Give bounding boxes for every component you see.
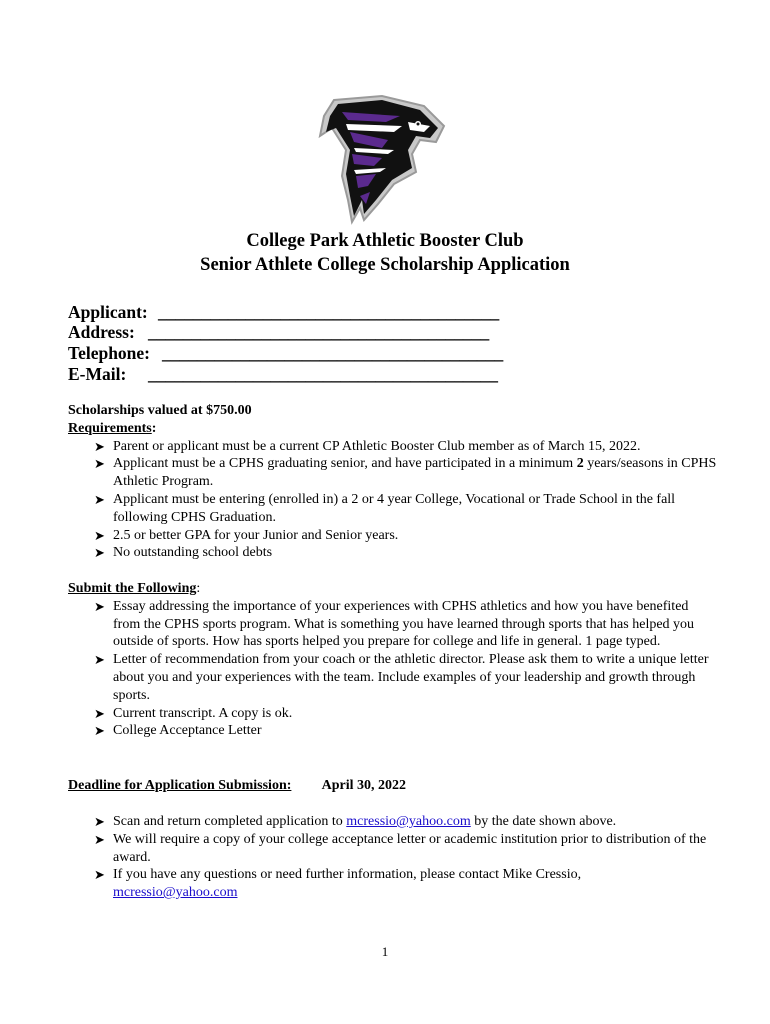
scholarship-value: Scholarships valued at $750.00 [68, 403, 252, 418]
applicant-blank-line[interactable]: _______________________________________ [158, 302, 500, 322]
list-item: ➤ No outstanding school debts [94, 545, 273, 561]
list-item: ➤ Applicant must be entering (enrolled in) a 2 or 4 year College, Vocational or Trade School in the fall following CPHS Graduation. [94, 491, 676, 525]
address-field[interactable] [68, 322, 490, 343]
applicant-field[interactable] [68, 302, 500, 323]
arrow-bullet-icon: ➤ [94, 723, 105, 739]
list-item: ➤ Scan and return completed application to mcressio@yahoo.com by the date shown above. [94, 814, 617, 829]
deadline-label: Deadline for Application Submission: [68, 778, 292, 793]
contact-email-link[interactable]: mcressio@yahoo.com [113, 885, 238, 901]
list-item: ➤ College Acceptance Letter [94, 723, 262, 739]
address-label: Address: [68, 322, 135, 342]
page-number: 1 [381, 944, 389, 959]
arrow-bullet-icon: ➤ [94, 456, 105, 472]
list-item: ➤ We will require a copy of your college acceptance letter or academic institution prior to distribution of the award. [94, 831, 707, 865]
requirements-list [68, 438, 718, 563]
list-item: ➤ If you have any questions or need further information, please contact Mike Cressio, mcressio@yahoo.com [94, 867, 582, 901]
list-item: ➤ Current transcript. A copy is ok. [94, 705, 293, 721]
requirements-section [68, 402, 718, 562]
applicant-label: Applicant: [68, 302, 148, 322]
closing-list [68, 813, 718, 902]
falcon-logo-icon [312, 92, 454, 228]
arrow-bullet-icon: ➤ [94, 705, 105, 721]
deadline-date: April 30, 2022 [321, 778, 407, 793]
requirements-heading: Requirements [68, 420, 152, 436]
arrow-bullet-icon: ➤ [94, 545, 105, 561]
submit-heading-line: Submit the Following: [68, 581, 201, 596]
telephone-field[interactable] [68, 343, 504, 364]
title-application: Senior Athlete College Scholarship Application [200, 255, 570, 275]
submit-list [68, 598, 718, 740]
list-item: ➤ Applicant must be a CPHS graduating senior, and have participated in a minimum 2 years/seasons in CPHS Athletic Program. [94, 456, 717, 490]
address-blank-line[interactable]: _______________________________________ [148, 322, 490, 342]
closing-section [68, 813, 718, 902]
arrow-bullet-icon: ➤ [94, 652, 105, 668]
deadline-line [68, 777, 718, 795]
list-item: ➤ Essay addressing the importance of your experiences with CPHS athletics and how you have benefited from the CPHS sports program. What is something you have learned through sports that has helped you outside of sports. How has sports helped you prepare for college and life in general. 1 page typed. [94, 598, 695, 650]
arrow-bullet-icon: ➤ [94, 814, 105, 829]
title-club-name: College Park Athletic Booster Club [246, 231, 524, 251]
telephone-blank-line[interactable]: _______________________________________ [162, 343, 504, 363]
email-blank-line[interactable]: ________________________________________ [148, 364, 498, 384]
arrow-bullet-icon: ➤ [94, 831, 105, 847]
telephone-label: Telephone: [68, 343, 151, 363]
submit-heading: Submit the Following [68, 581, 197, 596]
arrow-bullet-icon: ➤ [94, 438, 105, 454]
arrow-bullet-icon: ➤ [94, 867, 105, 883]
arrow-bullet-icon: ➤ [94, 527, 105, 543]
list-item: ➤ Letter of recommendation from your coach or the athletic director. Please ask them to write a unique letter about you and your experiences with the team. Include examples of your leadership and growth through sports. [94, 652, 709, 703]
email-link[interactable]: mcressio@yahoo.com [346, 814, 471, 829]
requirements-heading-line: Requirements: [68, 420, 157, 436]
list-item: ➤ 2.5 or better GPA for your Junior and Senior years. [94, 527, 399, 543]
arrow-bullet-icon: ➤ [94, 491, 105, 507]
arrow-bullet-icon: ➤ [94, 598, 105, 614]
email-field[interactable] [68, 364, 498, 385]
list-item: ➤ Parent or applicant must be a current CP Athletic Booster Club member as of March 15, 2022. [94, 438, 641, 454]
email-label: E-Mail: [68, 364, 127, 384]
submit-section [68, 580, 718, 740]
